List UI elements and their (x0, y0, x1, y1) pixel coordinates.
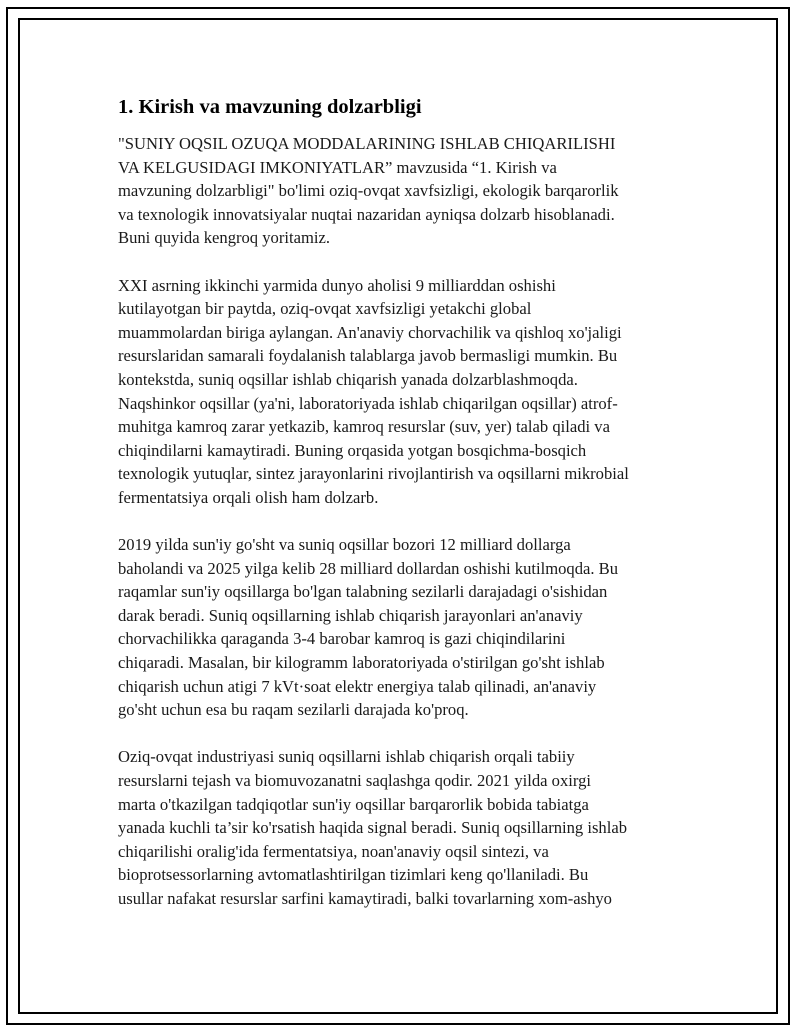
paragraph-line: baholandi va 2025 yilga kelib 28 milliard dollardan oshishi kutilmoqda. Bu (118, 558, 619, 578)
paragraph-line: chiqarish uchun atigi 7 kVt·soat elektr energiya talab qilinadi, an'anaviy (118, 676, 597, 696)
paragraph-line: chorvachilikka qaraganda 3-4 barobar kamroq is gazi chiqindilarini (118, 629, 566, 649)
paragraph-intro (118, 132, 690, 250)
section-heading: 1. Kirish va mavzuning dolzarbligi (118, 96, 422, 118)
paragraph-line: Oziq-ovqat industriyasi suniq oqsillarni ishlab chiqarish orqali tabiiy (118, 747, 575, 767)
paragraph-line: muammolardan biriga aylangan. An'anaviy chorvachilik va qishloq xo'jaligi (118, 322, 622, 342)
paragraph-line: fermentatsiya orqali olish ham dolzarb. (118, 487, 379, 507)
paragraph-line: resurslarni tejash va biomuvozanatni saqlashga qodir. 2021 yilda oxirgi (118, 771, 591, 791)
paragraph-line: kutilayotgan bir paytda, oziq-ovqat xavfsizligi yetakchi global (118, 299, 532, 319)
paragraph-line: chiqindilarni kamaytiradi. Buning orqasida yotgan bosqichma-bosqich (118, 440, 587, 460)
paragraph-line: kontekstda, suniq oqsillar ishlab chiqarish yanada dolzarblashmoqda. (118, 369, 578, 389)
paragraph-line: chiqarilishi oralig'ida fermentatsiya, noan'anaviy oqsil sintezi, va (118, 841, 549, 861)
paragraph-line: va texnologik innovatsiyalar nuqtai nazaridan ayniqsa dolzarb hisoblanadi. (118, 204, 615, 224)
paragraph-line: XXI asrning ikkinchi yarmida dunyo aholisi 9 milliarddan oshishi (118, 275, 556, 295)
paragraph-food-security (118, 274, 690, 510)
paragraph-line: go'sht uchun esa bu raqam sezilarli darajada ko'proq. (118, 700, 469, 720)
paragraph-line: muhitga kamroq zarar yetkazib, kamroq resurslar (suv, yer) talab qiladi va (118, 417, 610, 437)
paragraph-line: yanada kuchli ta’sir ko'rsatish haqida signal beradi. Suniq oqsillarning ishlab (118, 818, 628, 838)
paragraph-industry (118, 745, 690, 910)
paragraph-line: Buni quyida kengroq yoritamiz. (118, 228, 330, 248)
paragraph-market (118, 533, 690, 722)
paragraph-line: resurslaridan samarali foydalanish talablarga javob bermasligi mumkin. Bu (118, 346, 618, 366)
document-body (118, 94, 690, 934)
paragraph-line: chiqaradi. Masalan, bir kilogramm laboratoriyada o'stirilgan go'sht ishlab (118, 653, 605, 673)
paragraph-line: usullar nafakat resurslar sarfini kamaytiradi, balki tovarlarning xom-ashyo (118, 889, 612, 908)
paragraph-line: VA KELGUSIDAGI IMKONIYATLAR” mavzusida “1. Kirish va (118, 157, 557, 177)
paragraph-line: darak beradi. Suniq oqsillarning ishlab chiqarish jarayonlari an'anaviy (118, 605, 583, 625)
paragraph-line: marta o'tkazilgan tadqiqotlar sun'iy oqsillar barqarorlik bobida tabiatga (118, 794, 589, 814)
paragraph-line: texnologik yutuqlar, sintez jarayonlarini rivojlantirish va oqsillarni mikrobial (118, 464, 629, 484)
paragraph-line: 2019 yilda sun'iy go'sht va suniq oqsillar bozori 12 milliard dollarga (118, 535, 571, 555)
paragraph-line: raqamlar sun'iy oqsillarga bo'lgan talabning sezilarli darajadagi o'sishidan (118, 582, 608, 602)
paragraph-line: "SUNIY OQSIL OZUQA MODDALARINING ISHLAB CHIQARILISHI (118, 134, 616, 153)
paragraph-line: bioprotsessorlarning avtomatlashtirilgan tizimlari keng qo'llaniladi. Bu (118, 865, 589, 885)
paragraph-line: Naqshinkor oqsillar (ya'ni, laboratoriyada ishlab chiqarilgan oqsillar) atrof- (118, 393, 618, 413)
paragraph-line: mavzuning dolzarbligi" bo'limi oziq-ovqat xavfsizligi, ekologik barqarorlik (118, 181, 619, 201)
